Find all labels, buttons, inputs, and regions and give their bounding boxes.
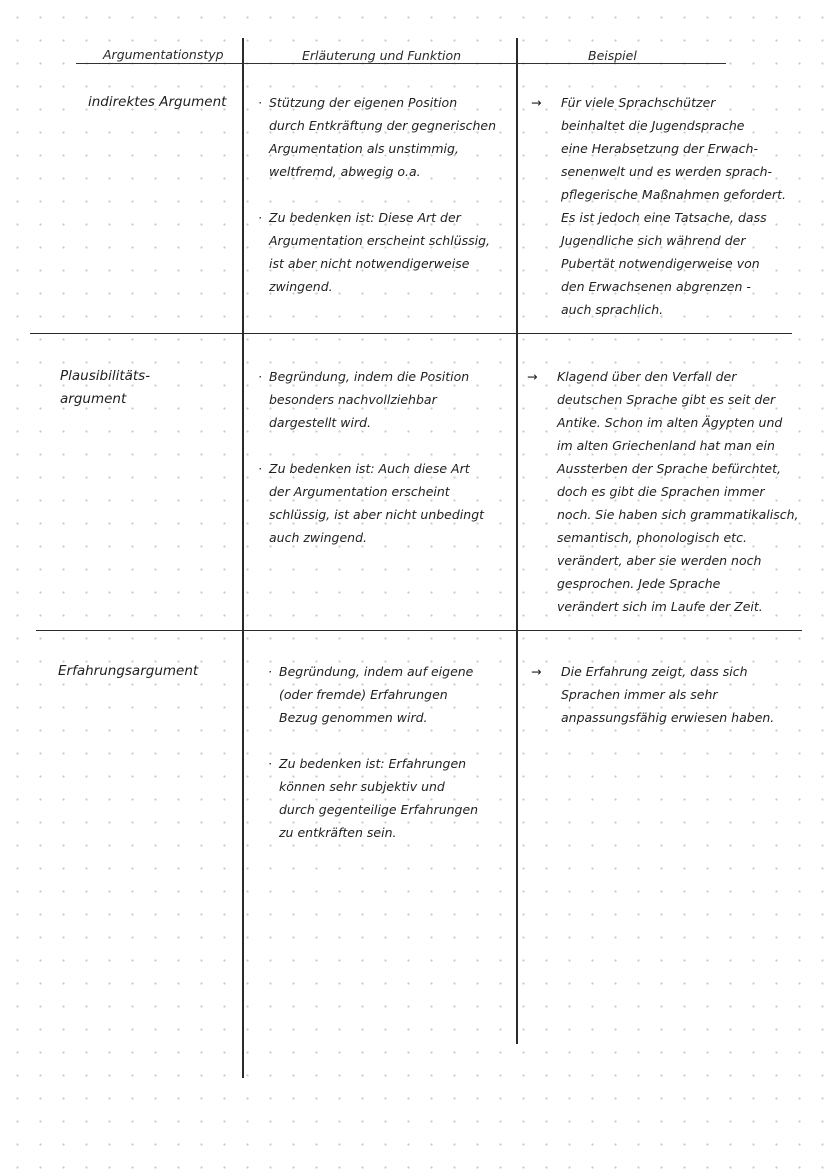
- arrow-icon: →: [531, 95, 542, 110]
- header-argumentationstyp: Argumentationstyp: [103, 47, 224, 62]
- explanation-paragraph: [258, 91, 516, 183]
- explanation-row-2: [258, 365, 520, 549]
- explanation-paragraph: [268, 752, 516, 844]
- row-divider-1: [30, 333, 792, 334]
- header-underline-1: [76, 63, 244, 64]
- example-row-2: [527, 365, 823, 618]
- explanation-paragraph: [268, 660, 516, 729]
- row-divider-2: [36, 630, 802, 631]
- example-text: Für viele Sprachschützer beinhaltet die Jugendsprache eine Herabsetzung der Erwach- senenwelt und es werden sprach- pflegerische Maßnahmen gefordert. Es ist jedoch eine Tatsache, dass Jugendliche sich während der Pubertät notwendigerweise von den Erwachsenen abgrenzen - auch sprachlich.: [561, 95, 786, 317]
- explanation-text: Begründung, indem auf eigene (oder fremde) Erfahrungen Bezug genommen wird.: [279, 664, 474, 725]
- explanation-paragraph: [258, 206, 516, 298]
- bullet-dot: ·: [258, 461, 262, 476]
- explanation-text: Zu bedenken ist: Diese Art der Argumentation erscheint schlüssig, ist aber nicht notwendigerweise zwingend.: [269, 210, 491, 294]
- bullet-dot: ·: [258, 369, 262, 384]
- bullet-dot: ·: [258, 95, 262, 110]
- example-text: Die Erfahrung zeigt, dass sich Sprachen immer als sehr anpassungsfähig erwiesen haben.: [561, 664, 775, 725]
- header-beispiel: Beispiel: [588, 48, 637, 63]
- example-text: Klagend über den Verfall der deutschen Sprache gibt es seit der Antike. Schon im alten Ägypten und im alten Griechenland hat man ein Aussterben der Sprache befürchtet, doch es gibt die Sprachen immer noch. Sie haben sich grammatikalisch, semantisch, phonologisch etc. verändert, aber sie werden noch gesprochen. Jede Sprache verändert sich im Laufe der Zeit.: [557, 369, 799, 614]
- column-divider-1: [242, 38, 244, 1078]
- arrow-icon: →: [531, 664, 542, 679]
- bullet-dot: ·: [268, 756, 272, 771]
- type-erfahrungsargument: Erfahrungsargument: [58, 663, 199, 679]
- explanation-text: Zu bedenken ist: Auch diese Art der Argumentation erscheint schlüssig, ist aber nicht unbedingt auch zwingend.: [269, 461, 485, 545]
- bullet-dot: ·: [258, 210, 262, 225]
- explanation-text: Stützung der eigenen Position durch Entkräftung der gegnerischen Argumentation als unstimmig, weltfremd, abwegig o.a.: [269, 95, 497, 179]
- explanation-text: Begründung, indem die Position besonders nachvollziehbar dargestellt wird.: [269, 369, 470, 430]
- explanation-paragraph: [258, 365, 520, 434]
- header-underline-2: [244, 63, 516, 64]
- example-row-1: [531, 91, 821, 321]
- explanation-text: Zu bedenken ist: Erfahrungen können sehr subjektiv und durch gegenteilige Erfahrungen zu entkräften sein.: [279, 756, 479, 840]
- example-row-3: [531, 660, 821, 729]
- explanation-row-3: [268, 660, 516, 844]
- header-erlaeuterung: Erläuterung und Funktion: [302, 48, 462, 63]
- arrow-icon: →: [527, 369, 538, 384]
- header-underline-3: [518, 63, 726, 64]
- explanation-row-1: [258, 91, 516, 298]
- type-plausibilitaetsargument: Plausibilitäts- argument: [60, 368, 151, 407]
- bullet-dot: ·: [268, 664, 272, 679]
- explanation-paragraph: [258, 457, 520, 549]
- type-indirektes-argument: indirektes Argument: [88, 94, 227, 110]
